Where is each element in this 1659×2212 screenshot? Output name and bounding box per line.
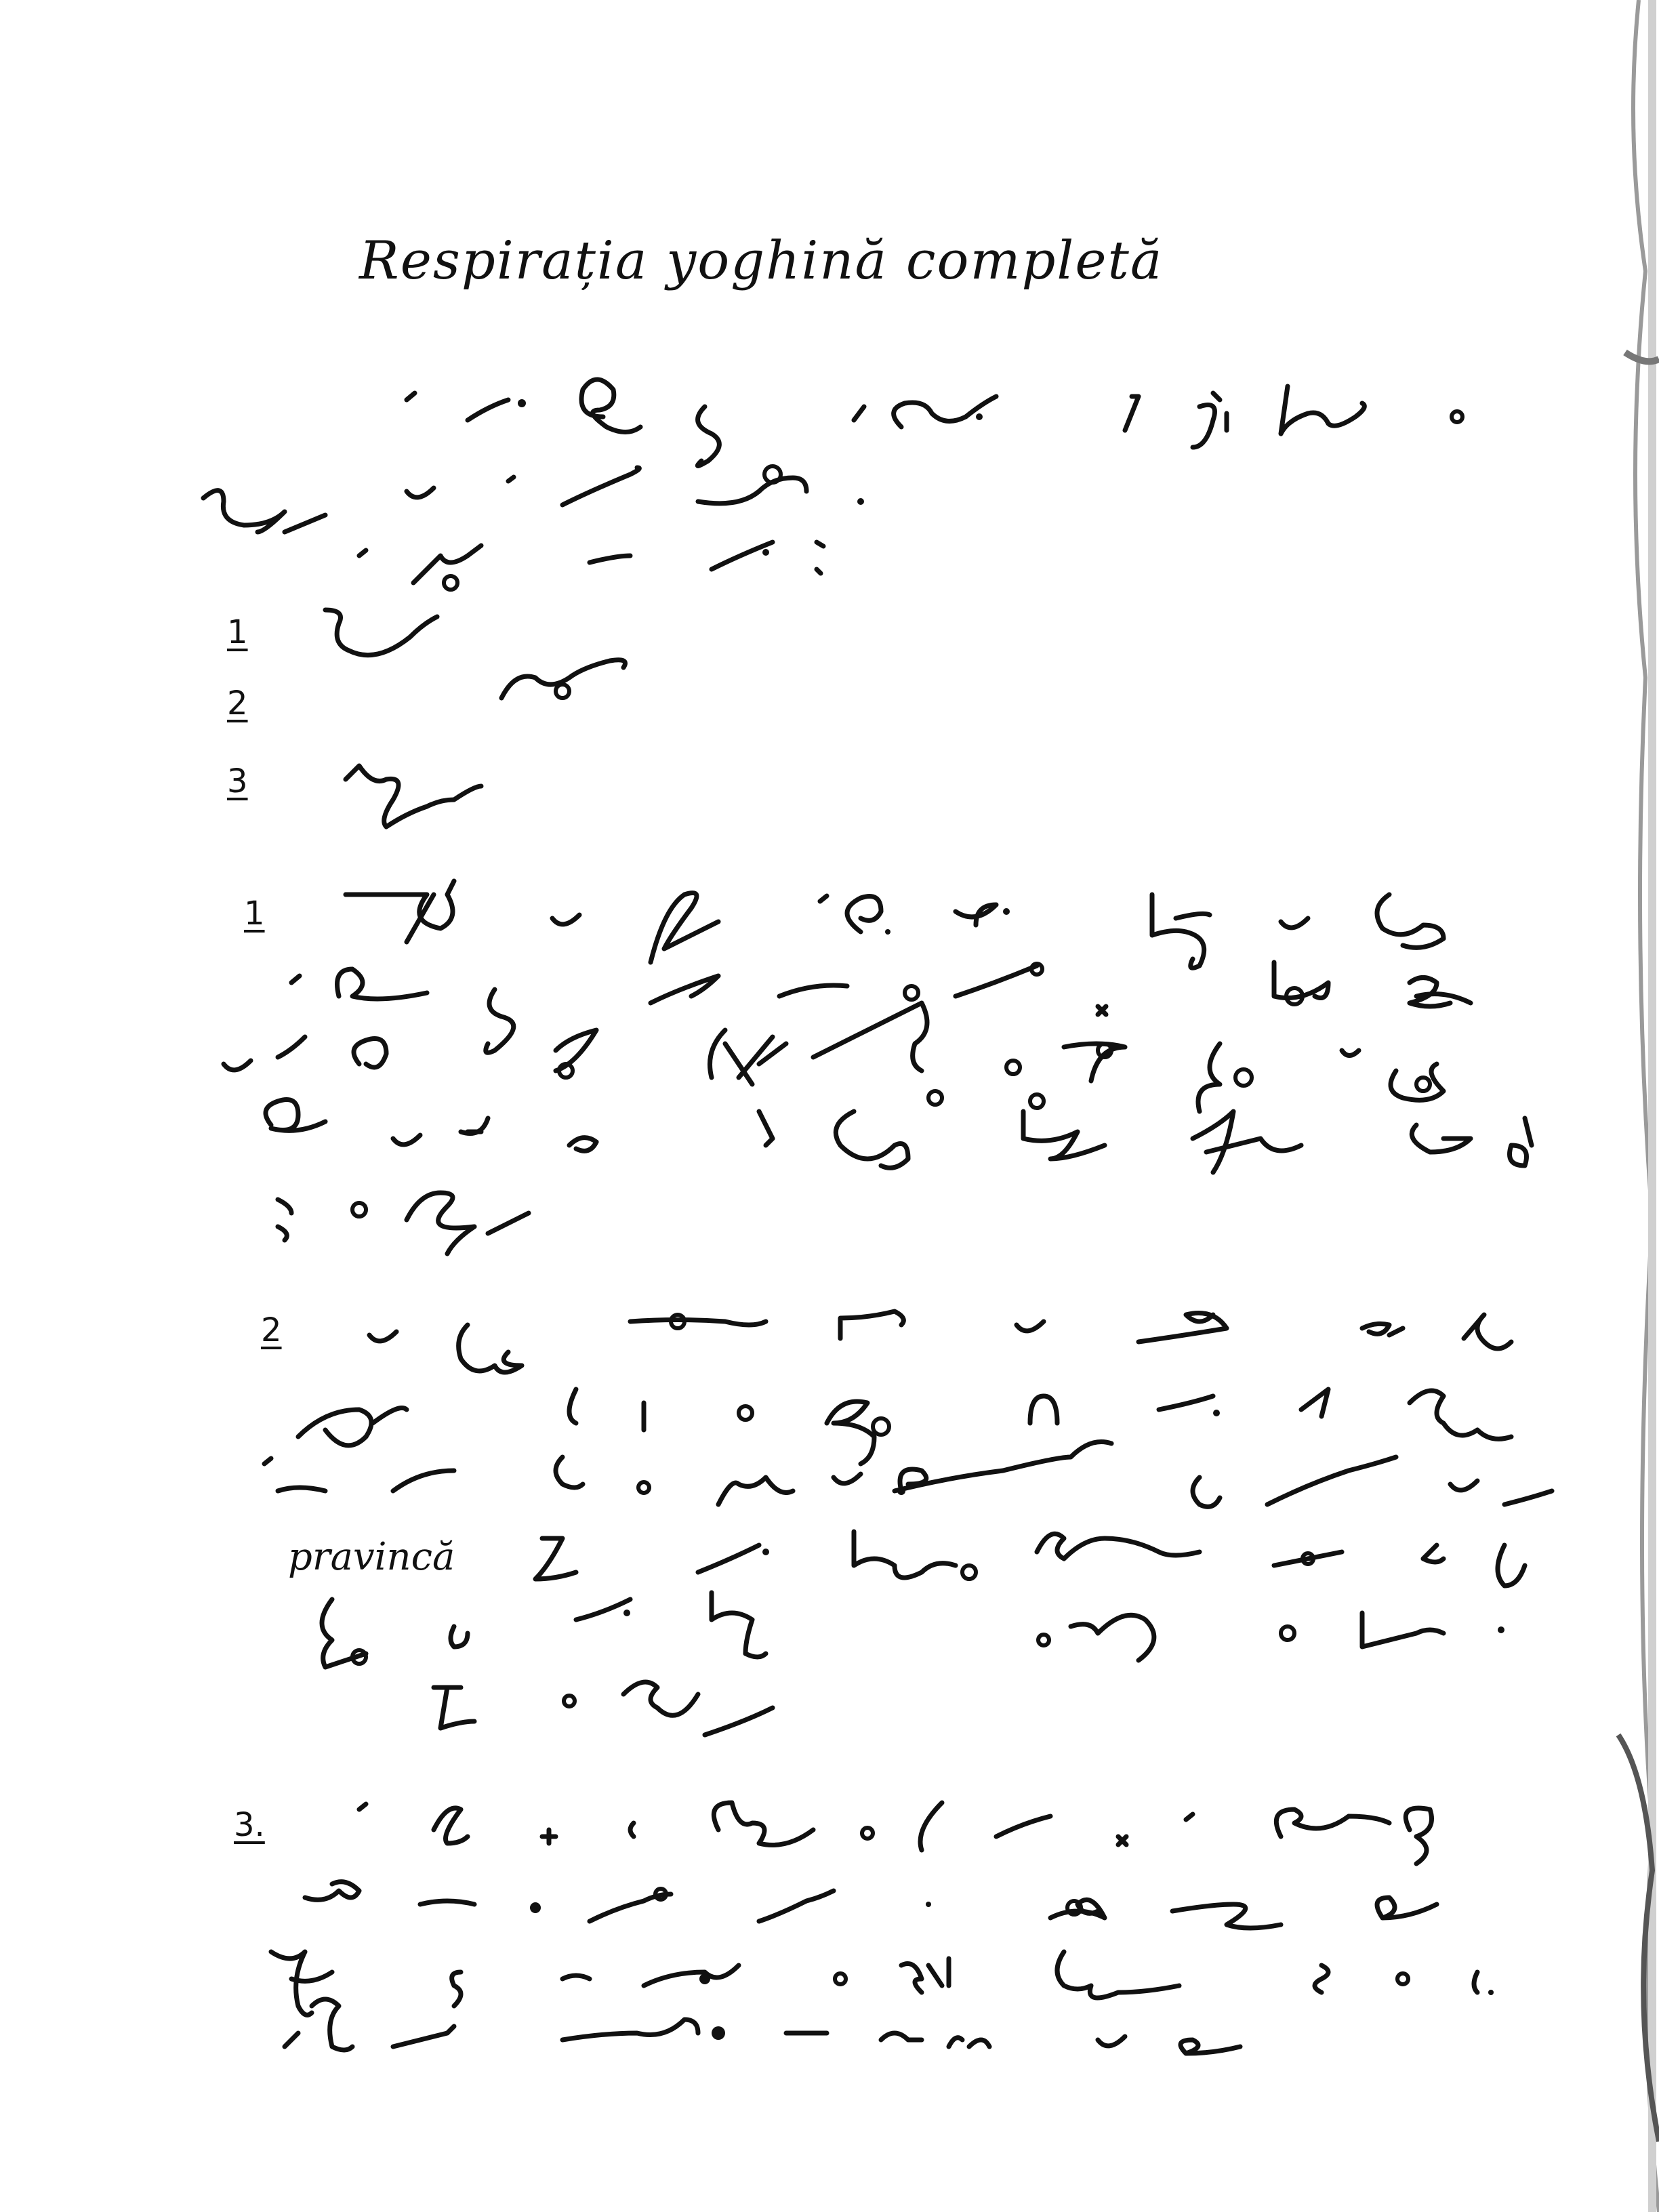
longhand-word: pravincă <box>288 1535 455 1579</box>
paragraph-number-3: 3. <box>234 1806 265 1844</box>
paragraph-number-2: 2 <box>261 1311 282 1349</box>
page-title: Respirația yoghină completă <box>359 230 1164 291</box>
section-number-3: 3 <box>227 762 248 800</box>
paragraph-number-1: 1 <box>244 895 265 933</box>
section-number-1: 1 <box>227 613 248 651</box>
scan-binding-shadow <box>1551 0 1659 2212</box>
section-number-2: 2 <box>227 684 248 722</box>
